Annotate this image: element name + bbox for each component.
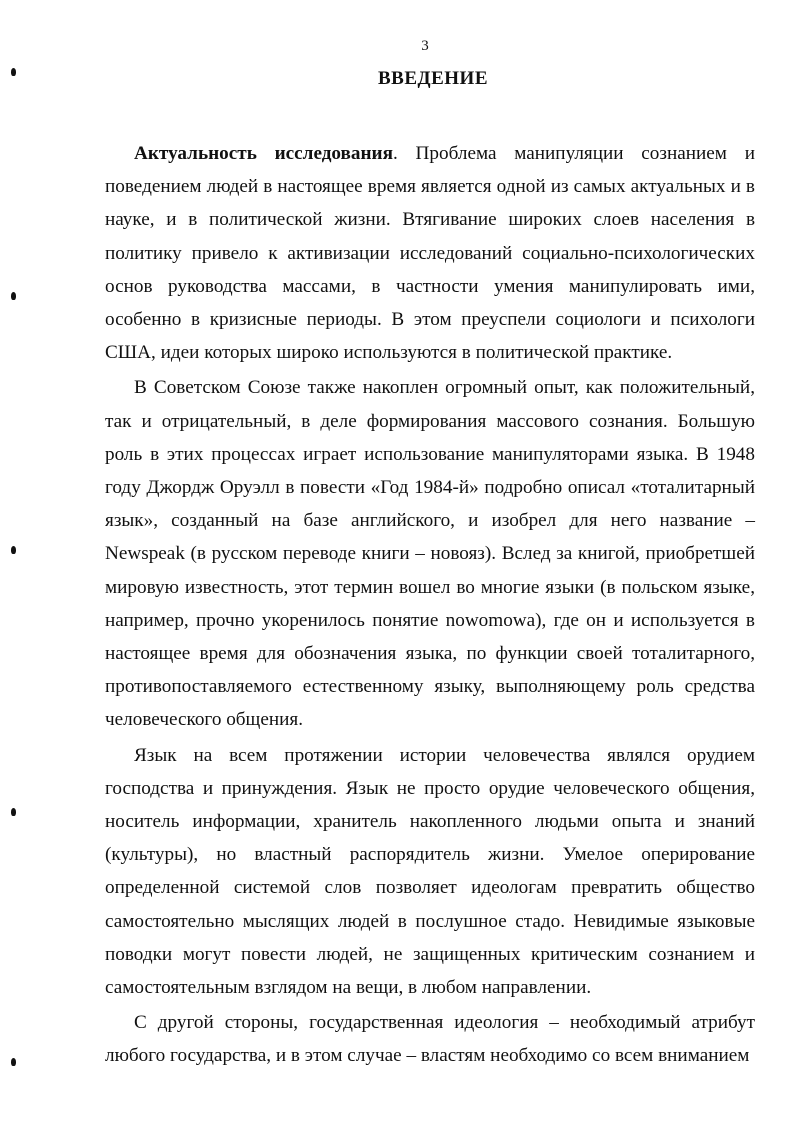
binding-hole-mark (11, 808, 16, 816)
binding-hole-mark (11, 292, 16, 300)
binding-hole-mark (11, 546, 16, 554)
binding-hole-mark (11, 1058, 16, 1066)
paragraph-2: В Советском Союзе также накоплен огромный опыт, как положительный, так и отрицательный, в деле формирования массового сознания. Большую роль в этих процессах играет использование манипуляторами языка. В 1948 году Джордж Оруэлл в повести «Год 1984-й» подробно описал «тоталитарный язык», созданный на базе английского, и изобрел для него название – Newspeak (в русском переводе книги – новояз). Вслед за книгой, приобретшей мировую известность, этот термин вошел во многие языки (в польском языке, например, прочно укоренилось понятие nowomowa), где он и используется в настоящее время для обозначения языка, по функции своей тоталитарного, противопоставляемого естественному языку, выполняющему роль средства человеческого общения. (105, 377, 755, 731)
page-title: ВВЕДЕНИЕ (378, 68, 488, 89)
page-number: 3 (421, 38, 429, 54)
paragraph-text: . Проблема манипуляции сознанием и поведением людей в настоящее время является одной из самых актуальных и в науке, и в политической жизни. Втягивание широких слоев населения в политику привело к активизации исследований социально-психологических основ руководства массами, в частности умения манипулировать ими, особенно в кризисные периоды. В этом преуспели социологи и психологи США, идеи которых широко используются в политической практике. (105, 143, 755, 364)
paragraph-1 (105, 137, 755, 369)
body-text (105, 137, 755, 1073)
paragraph-4: С другой стороны, государственная идеология – необходимый атрибут любого государства, и в этом случае – властям необходимо со всем вниманием (105, 1012, 755, 1067)
binding-hole-mark (11, 68, 16, 76)
paragraph-lead: Актуальность исследования (134, 143, 393, 164)
paragraph-3: Язык на всем протяжении истории человечества являлся орудием господства и принуждения. Язык не просто орудие человеческого общения, носитель информации, хранитель накопленного людьми опыта и знаний (культуры), но властный распорядитель жизни. Умелое оперирование определенной системой слов позволяет идеологам превратить общество самостоятельно мыслящих людей в послушное стадо. Невидимые языковые поводки могут повести людей, не защищенных критическим сознанием и самостоятельным взглядом на вещи, в любом направлении. (105, 744, 755, 999)
